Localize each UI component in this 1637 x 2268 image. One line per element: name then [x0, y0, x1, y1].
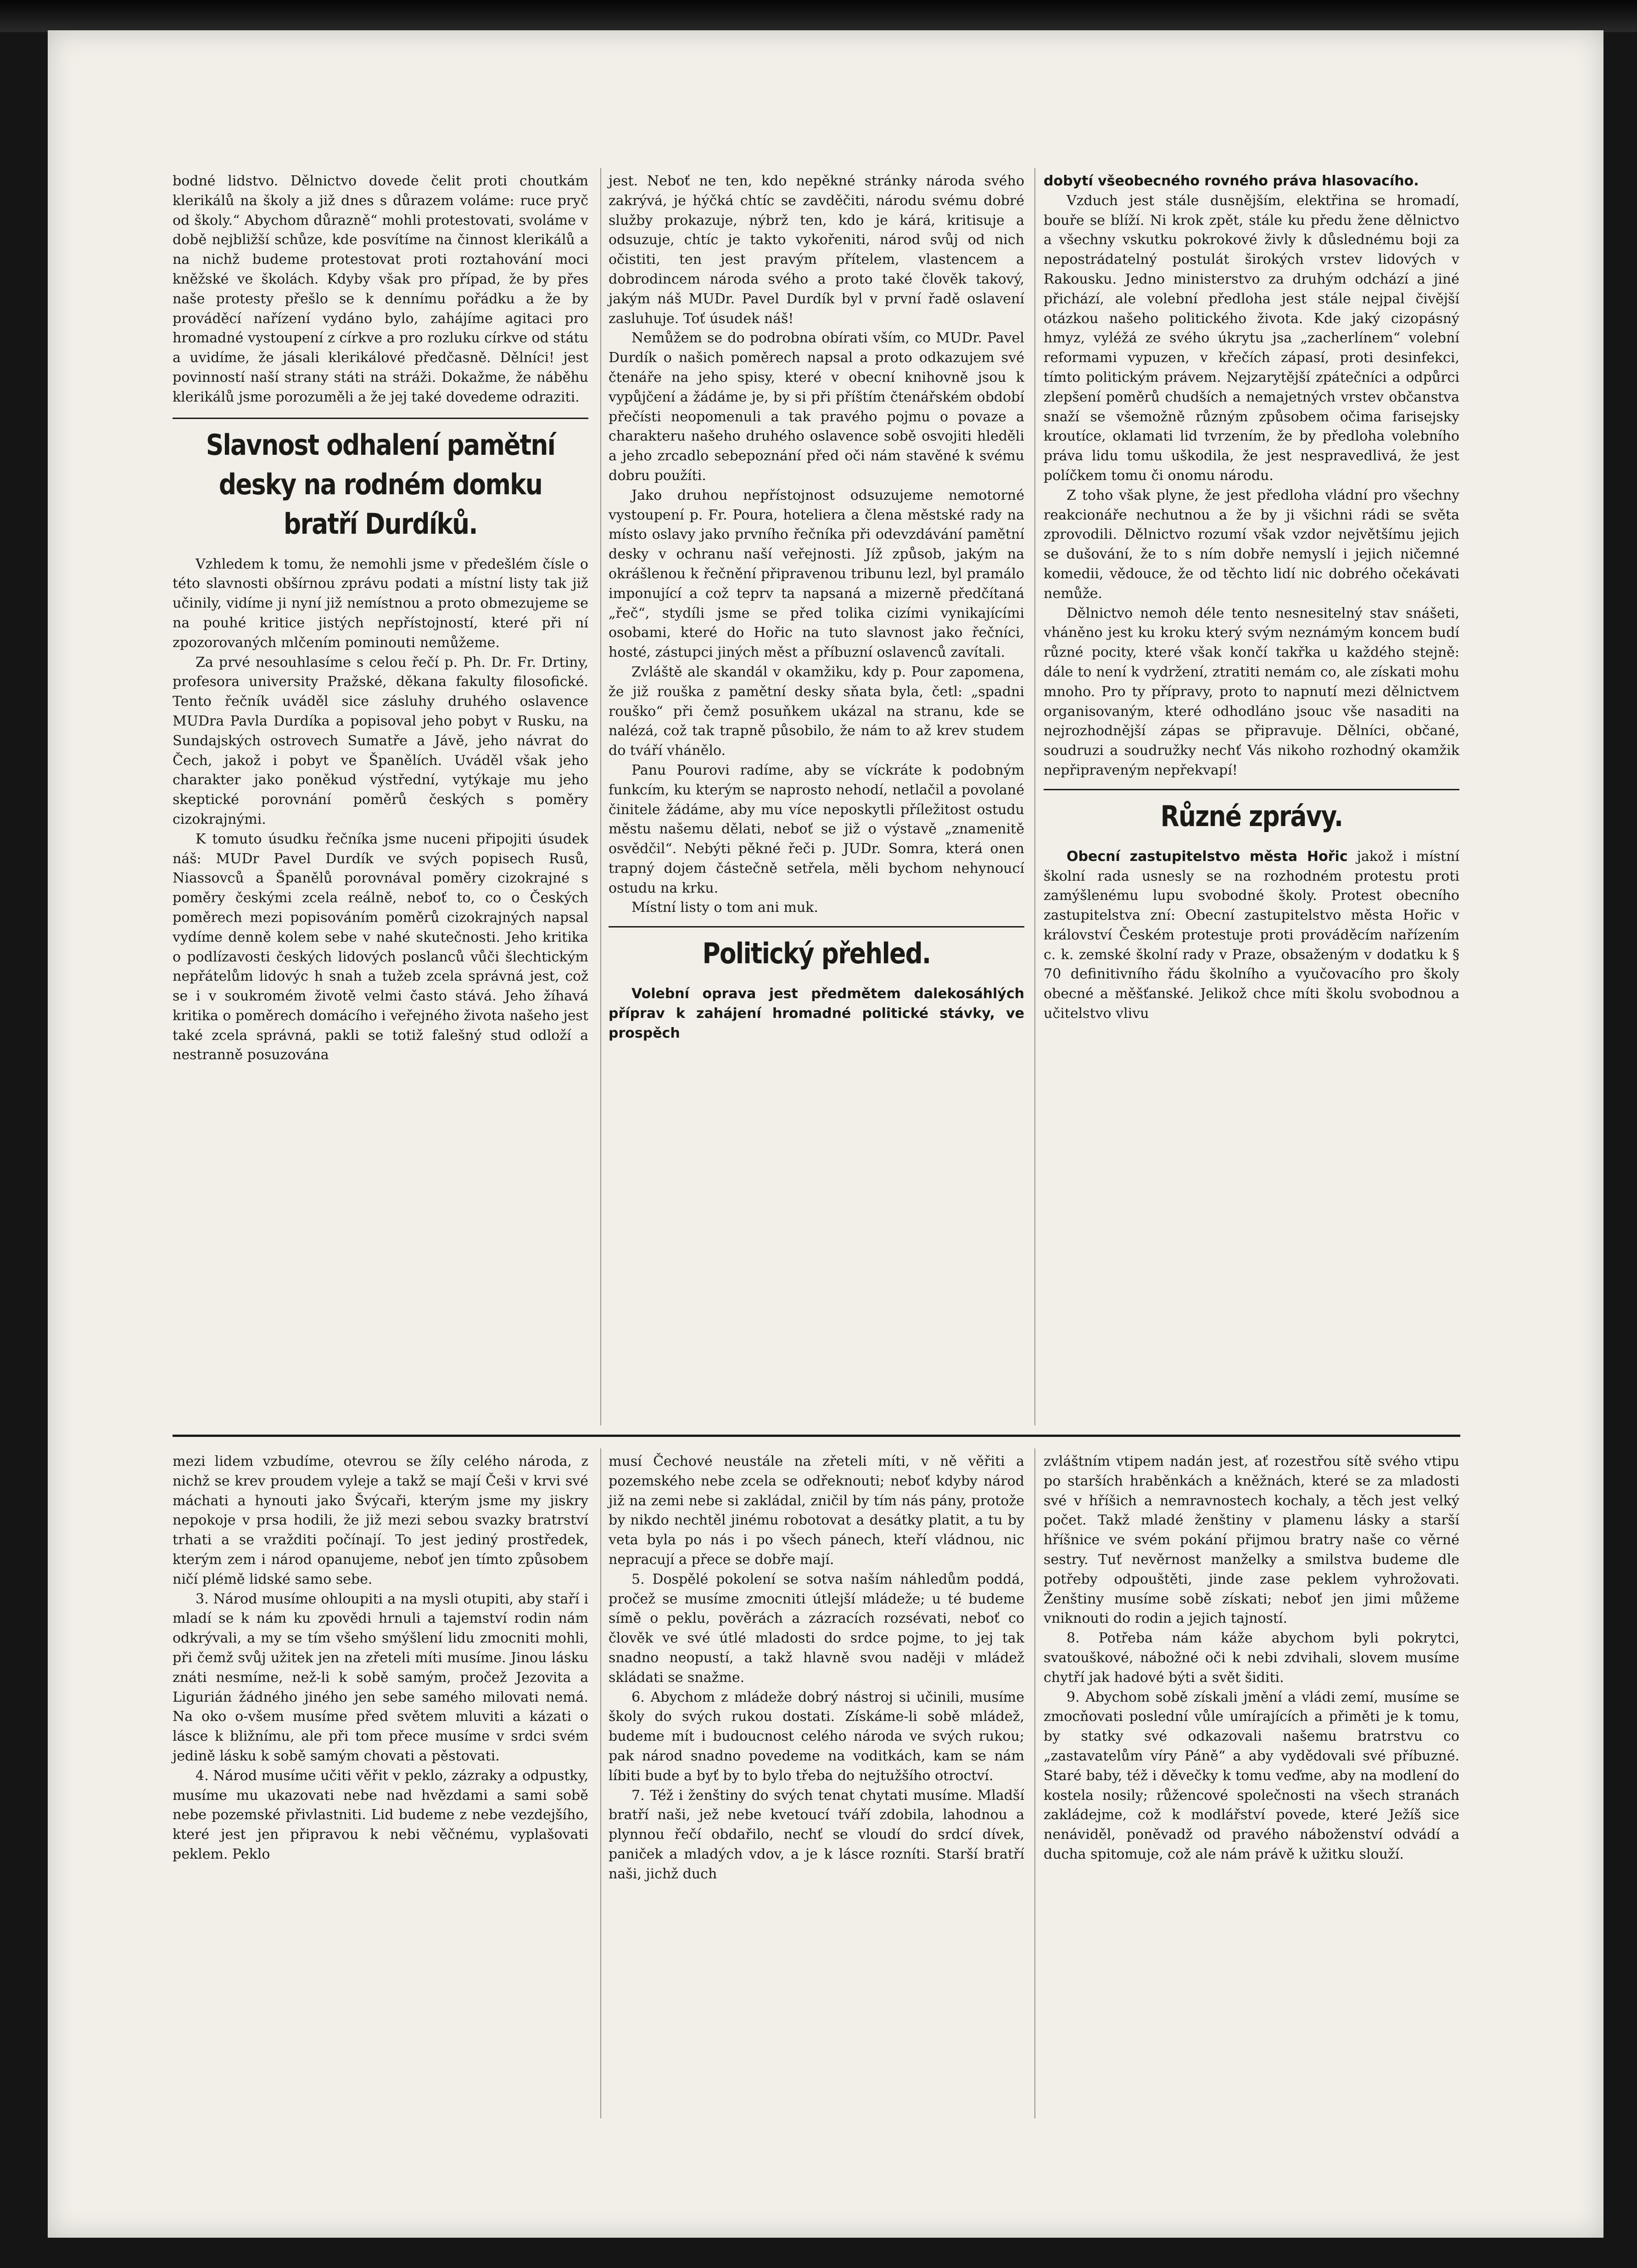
- section-headline: Politický přehled.: [702, 937, 931, 971]
- paragraph: mezi lidem vzbudíme, otevrou se žíly celého národa, z nichž se krev proudem vyleje a takž se mají Češi v krvi své máchati a hynouti jako Švýcaři, kterým jsme my jiskry nepokoje v prsa hodili, že již mezi sebou svazky bratrství trhati a se vražditi počínají. To jest jediný prostředek, kterým zem i národ opanujeme, neboť jen tímto způsobem ničí plémě lidské samo sebe.: [173, 1453, 588, 1587]
- paragraph: musí Čechové neustále na zřeteli míti, v ně věřiti a pozemského nebe zcela se odřeknouti; neboť kdyby národ již na zemi nebe si zakládal, zničil by tím nás pány, protože by nikdo nechtěl jinému robotovat a desátky platit, a tu by veta byla po nás i po všech pánech, kteří vládnou, nic nepracují a přece se dobře mají.: [609, 1453, 1024, 1568]
- paragraph: Panu Pourovi radíme, aby se víckráte k podobným funkcím, ku kterým se naprosto nehodí, netlačil a povolané činitele žádáme, aby mu více neposkytli příležitost ostudu městu našemu dělati, neboť se již o výstavě „znamenitě osvědčil“. Nebýti pěkné řeči p. JUDr. Somra, která onen trapný dojem částečně setřela, měli bychom nehynoucí ostudu na krku.: [609, 762, 1024, 896]
- page-half-divider: [173, 1435, 1460, 1437]
- paragraph: Vzhledem k tomu, že nemohli jsme v předešlém čísle o této slavnosti obšírnou zprávu podati a místní listy tak již učinily, vidíme ji nyní již nemístnou a proto obmezujeme se na pouhé kritice jistých nepřístojností, které při ní zpozorovaných mlčením pominouti nemůžeme.: [173, 556, 588, 651]
- column-divider: [1034, 1448, 1035, 2118]
- paragraph: Zvláště ale skandál v okamžiku, kdy p. Pour zapomena, že již rouška z pamětní desky sňata byla, četl: „spadni rouško“ při čemž posuňkem ukázal na stranu, kde se nalézá, což tak trapně působilo, že nám to až krev studem do tváří vhánělo.: [609, 664, 1024, 759]
- top-column-3: [1044, 172, 1459, 1024]
- paragraph: Vzduch jest stále dusnějším, elektřina se hromadí, bouře se blíží. Ni krok zpět, stále ku předu žene dělnictvo a všechny vskutku pokrokové živly k důslednému boji za nepostrádatelný postulát širokých vrstev lidových v Rakousku. Jedno ministerstvo za druhým odchází a jiné přichází, ale volební předloha jest stále nejpal čivější otázkou našeho politického života. Kde jaký cizopásný hmyz, vyléžá ze svého úkrytu jsa „zacherlínem“ volební reformami vypuzen, v křečích zápasí, proti desinfekci, tímto politickým právem. Nejzarytější zpátečníci a odpůrci zlepšení poměrů chudších a nemajetných vrstev občanstva snaží se všemožně různým způsobem očima farisejsky kroutíce, oklamati lid tvrzením, že by předloha volebního práva lidu tomu uškodila, že jest nespravedlivá, že jest políčkem tomu či onomu národu.: [1044, 192, 1459, 484]
- newspaper-page: [48, 30, 1603, 2238]
- bold-lead: Obecní zastupitelstvo města Hořic: [1067, 848, 1348, 865]
- section-divider: [1044, 789, 1459, 790]
- paragraph: 5. Dospělé pokolení se sotva naším náhledům poddá, pročež se musíme zmocniti útlejší mládeže; u té budeme símě o peklu, pověrách a zázracích rozsévati, neboť co člověk ve své útlé mladosti do srdce pojme, to jej tak snadno neopustí, a takž hlavně svou naději v mládež skládati se snažme.: [609, 1571, 1024, 1686]
- paragraph: Jako druhou nepřístojnost odsuzujeme nemotorné vystoupení p. Fr. Poura, hoteliera a člena městské rady na místo oslavy jako prvního řečníka při odevzdávání pamětní desky v ochranu naší veřejnosti. Jíž způsob, jakým na okrášlenou k řečnění připravenou tribunu lezl, byl pramálo imponující a což teprv ta napsaná a mizerně předčítaná „řeč“, stydíli jsme se před tolika cizími vynikajícími osobami, které do Hořic na tuto slavnost jako řečníci, hosté, zástupci jiných měst a příbuzní oslavenců zavítali.: [609, 487, 1024, 661]
- paragraph: 6. Abychom z mládeže dobrý nástroj si učinili, musíme školy do svých rukou dostati. Získáme-li sobě mládež, budeme mít i budoucnost celého národa ve svých rukou; pak národ snadno povedeme na voditkách, kam se nám líbiti bude a byť by to bylo třeba do nejtužšího otroctví.: [609, 1689, 1024, 1784]
- bottom-column-2: [609, 1452, 1024, 1884]
- section-divider: [173, 418, 588, 419]
- paragraph: Dělnictvo nemoh déle tento nesnesitelný stav snášeti, vháněno jest ku kroku který svým neznámým koncem budí různé pocity, které však končí takřka u každého stejně: dále to není k vydržení, ztratiti nemám co, ale získati mohu mnoho. Pro ty přípravy, proto to napnutí mezi dělnictvem organisovaným, které odhodláno jsouc vše nasaditi na nejrozhodnější zápas se připravuje. Dělníci, občané, soudruzi a soudružky nechť Vás nikoho rozhodný okamžik nepřipraveným nepřekvapí!: [1044, 605, 1459, 778]
- paragraph: 9. Abychom sobě získali jmění a vládi zemí, musíme se zmocňovati poslední vůle umírajících a přiměti je k tomu, by statky své odkazovali našemu bratrstvu co „zastavatelům víry Páně“ a aby vydědovali své příbuzné. Staré baby, též i děvečky k tomu veďme, aby na modlení do kostela nosily; růžencové společnosti na všech stranách zakládejme, což k modlářství povede, které Ježíš sice nenáviděl, poněvadž od pravého náboženství odvádí a ducha spitomuje, což ale nám právě k užitku slouží.: [1044, 1689, 1459, 1862]
- column-divider: [600, 168, 601, 1425]
- lead-continuation: dobytí všeobecného rovného práva hlasovacího.: [1044, 173, 1419, 189]
- article-headline: Slavnost odhalení pamětní desky na rodném domku bratří Durdíků.: [206, 428, 555, 541]
- bottom-column-1: [173, 1452, 588, 1865]
- paragraph: Za prvé nesouhlasíme s celou řečí p. Ph. Dr. Fr. Drtiny, profesora university Pražské, děkana fakulty filosofické. Tento řečník uváděl sice zásluhy druhého oslavence MUDra Pavla Durdíka a popisoval jeho pobyt v Rusku, na Sundajských ostrovech Sumatře a Jávě, jeho návrat do Čech, jakož i pobyt ve Španělích. Uváděl však jeho charakter jako poněkud výstřední, vytýkaje mu jeho skeptické porovnání poměrů českých s poměry cizokrajnými.: [173, 654, 588, 827]
- paragraph: Z toho však plyne, že jest předloha vládní pro všechny reakcionáře nechutnou a že by ji všichni rádi se světa zprovodili. Dělnictvo rozumí však vzdor největšímu jejich se dušování, že to s ním dobře nemyslí i jejich ničemné komedii, vědouce, že od těchto lidí nic dobrého očekávati nemůže.: [1044, 487, 1459, 602]
- section-divider: [609, 926, 1024, 927]
- section-headline: Různé zprávy.: [1160, 799, 1343, 833]
- scan-border: [0, 0, 1637, 32]
- paragraph: bodné lidstvo. Dělnictvo dovede čelit proti choutkám klerikálů na školy a již dnes s důrazem voláme: ruce pryč od školy.“ Abychom důrazně“ mohli protestovati, svoláme v době nejbližší schůze, kde posvítíme na činnost klerikálů a na nichž budeme protestovat proti roztahování moci kněžské ve školách. Kdyby však pro případ, že by přes naše protesty přešlo se k dennímu pořádku a že by prováděcí nařízení vydáno bylo, zahájíme agitaci pro hromadné vystoupení z církve a pro rozluku církve od státu a uvidíme, že jásali klerikálové předčasně. Dělníci! jest povinností naší strany státi na stráži. Dokažme, že náběhu klerikálů jsme porozuměli a že jej také dovedeme odraziti.: [173, 173, 588, 405]
- paragraph: K tomuto úsudku řečníka jsme nuceni připojiti úsudek náš: MUDr Pavel Durdík ve svých popisech Rusů, Niassovců a Španělů porovnával poměry cizokrajné s poměry českými zcela reálně, neboť to, co o Českých poměrech mezi popisováním poměrů cizokrajných napsal vydíme denně kolem sebe v nahé skutečnosti. Jeho kritika o podlízavosti českých lidových poslanců vůči šlechtickým nepřátelům lidovýc h snah a tužeb zcela správná jest, což se i v soukromém životě velmi často stává. Jeho žíhavá kritika o poměrech domácího i veřejného života našeho jest také zcela správná, pakli se totiž falešný stud odloží a nestranně posuzována: [173, 831, 588, 1063]
- column-divider: [1034, 168, 1035, 1425]
- lead-paragraph: Volební oprava jest předmětem dalekosáhlých příprav k zahájení hromadné politické stávky, ve prospěch: [609, 986, 1024, 1041]
- paragraph: Místní listy o tom ani muk.: [631, 899, 818, 916]
- top-column-1: [173, 172, 588, 1065]
- paragraph: 7. Též i ženštiny do svých tenat chytati musíme. Mladší bratří naši, jež nebe kvetoucí tváří zdobila, lahodnou a plynnou řečí obdařilo, nechť se vloudí do srdcí dívek, paniček a mladých vdov, a je k lásce rozníti. Starší bratří naši, jichž duch: [609, 1787, 1024, 1882]
- paragraph: zvláštním vtipem nadán jest, ať rozestřou sítě svého vtipu po starších hraběnkách a kněžnách, které se za mladosti své v hříšich a nemravnostech kochaly, a těch jest velký počet. Takž mladé ženštiny v plamenu lásky a starší hříšnice ve svém pokání přijmou bratry naše co věrné sestry. Tuť nevěrnost manželky a smilstva budeme dle potřeby odpouštěti, jinde zase peklem vyhrožovati. Ženštiny musíme sobě získati; neboť jen jimi můžeme vniknouti do rodin a jejich tajností.: [1044, 1453, 1459, 1627]
- paragraph: 8. Potřeba nám káže abychom byli pokrytci, svatouškové, nábožné oči k nebi zdvihali, slovem musíme chytří jak hadové býti a svět šiditi.: [1044, 1630, 1459, 1686]
- top-column-2: [609, 172, 1024, 1044]
- paragraph: jakož i místní školní rada usnesly se na rozhodném protestu proti zamýšlenému lupu svobodné školy. Protest obecního zastupitelstva zní: Obecní zastupitelstvo města Hořic v království Českém protestuje proti prováděcím nařízením c. k. zemské školní rady v Praze, obsaženým v dodatku k § 70 definitivního řádu školního a vyučovacího pro školy obecné a měšťanské. Jelikož chce míti školu svobodnou a učitelstvo vlivu: [1044, 848, 1460, 1022]
- column-divider: [600, 1448, 601, 2118]
- paragraph: Nemůžem se do podrobna obírati vším, co MUDr. Pavel Durdík o našich poměrech napsal a proto odkazujem své čtenáře na jeho spisy, které v obecní knihovně jsou k vypůjčení a žádáme je, by si při příštím čtenářském období přečísti neopomenuli a tak pravého pojmu o povaze a charakteru našeho druhého oslavence sobě osvojiti hleděli a jeho zrcadlo sebepoznání před oči nám stavěné k svému dobru použíti.: [609, 330, 1024, 484]
- paragraph: 4. Národ musíme učiti věřit v peklo, zázraky a odpustky, musíme mu ukazovati nebe nad hvězdami a sami sobě nebe pozemské přivlastniti. Lid budeme z nebe vezdejšího, které jest jen připravou k nebi věčnému, vyplašovati peklem. Peklo: [173, 1767, 588, 1862]
- paragraph: jest. Neboť ne ten, kdo nepěkné stránky národa svého zakrývá, je hýčká chtíc se zavděčiti, národu svému dobré služby prokazuje, nýbrž ten, kdo je kárá, kritisuje a odsuzuje, chtíc je takto vykořeniti, národ svůj od nich očistiti, ten jest pravým přítelem, vlastencem a dobrodincem národa svého a proto také člověk takový, jakým náš MUDr. Pavel Durdík byl v první řadě oslavení zasluhuje. Toť úsudek náš!: [609, 173, 1024, 327]
- bottom-column-3: [1044, 1452, 1459, 1865]
- paragraph: 3. Národ musíme ohloupiti a na mysli otupiti, aby staří i mladí se k nám ku zpovědi hrnuli a tajemství rodin nám odkrývali, a my se tím všeho smýšlení lidu zmocniti mohli, při čemž svůj užitek jen na zřeteli míti musíme. Jinou lásku znáti nesmíme, než-li k sobě samým, pročež Jezovita a Ligurián žádného jiného jen sebe samého milovati nemá. Na oko o-všem musíme před světem mluviti a kázati o lásce k bližnímu, ale při tom přece musíme v srdci svém jedině lásku k sobě samým chovati a pěstovati.: [173, 1591, 588, 1764]
